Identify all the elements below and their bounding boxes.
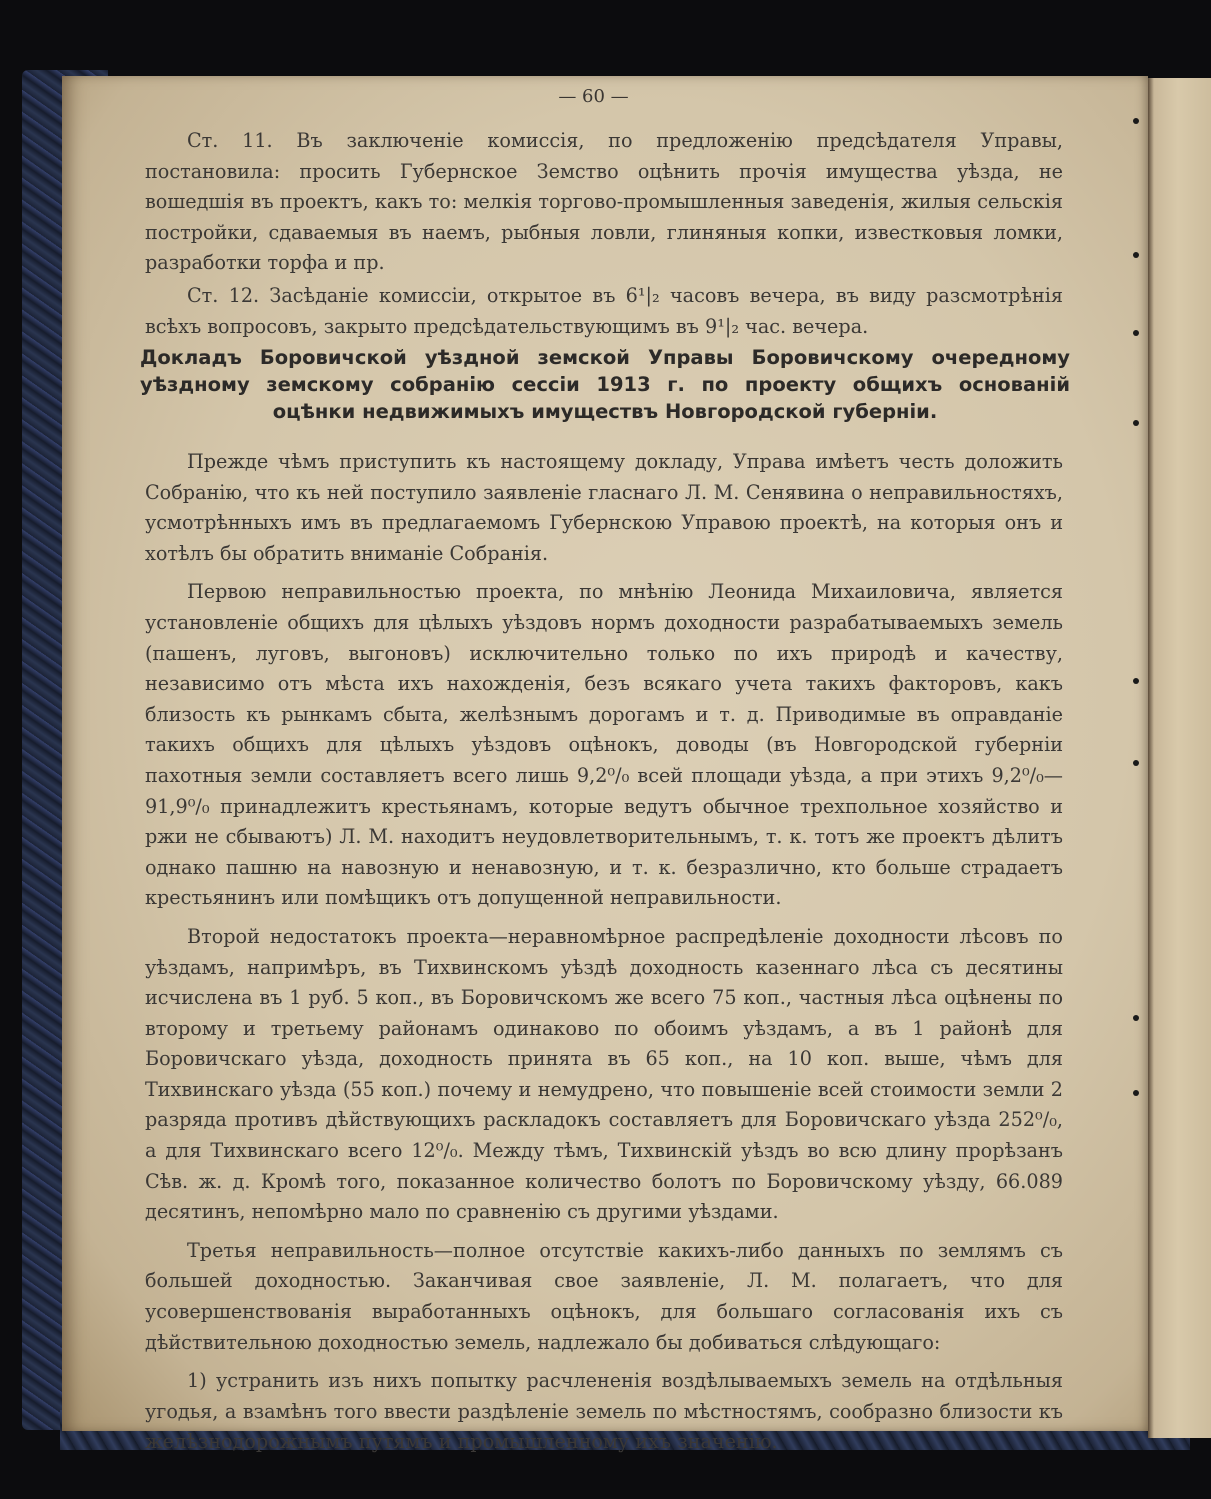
section-top — [145, 126, 1063, 342]
article-12: Ст. 12. Засѣданіе комиссіи, открытое въ 6¹|₂ часовъ вечера, въ виду разсмотрѣнія всѣхъ вопросовъ, закрыто предсѣдательствующимъ въ 9¹|₂ час. вечера. — [145, 283, 1063, 338]
margin-mark — [1133, 1090, 1139, 1096]
heading-line-2: уѣздному земскому собранію сессіи 1913 г. по проекту общихъ основаній — [140, 373, 1070, 396]
heading-line-1: Докладъ Боровичской уѣздной земской Управы Боровичскому очередному — [140, 346, 1070, 369]
margin-mark — [1133, 1015, 1139, 1021]
body-paragraph-2: Первою неправильностью проекта, по мнѣнію Леонида Михаиловича, является установленіе общихъ для цѣлыхъ уѣздовъ нормъ доходности разрабатываемыхъ земель (пашенъ, луговъ, выгоновъ) исключительно только по ихъ природѣ и качеству, независимо отъ мѣста ихъ нахожденія, безъ всякаго учета такихъ факторовъ, какъ близость къ рынкамъ сбыта, желѣзнымъ дорогамъ и т. д. Приводимые въ оправданіе такихъ общихъ для цѣлыхъ уѣздовъ оцѣнокъ, доводы (въ Новгородской губерніи пахотныя земли составляетъ всего лишь 9,2⁰/₀ всей площади уѣзда, а при этихъ 9,2⁰/₀—91,9⁰/₀ принадлежитъ крестьянамъ, которые ведутъ обычное трехпольное хозяйство и ржи не сбываютъ) Л. М. находитъ неудовлетворительнымъ, т. к. тотъ же проектъ дѣлитъ однако пашню на навозную и ненавозную, и т. к. безразлично, кто больше страдаетъ крестьянинъ или помѣщикъ отъ допущенной неправильности. — [145, 580, 1063, 910]
report-heading — [140, 344, 1070, 425]
margin-mark — [1133, 760, 1139, 766]
next-page-edge — [1148, 78, 1211, 1438]
margin-mark — [1133, 118, 1139, 124]
body-paragraph-3: Второй недостатокъ проекта—неравномѣрное распредѣленіе доходности лѣсовъ по уѣздамъ, напримѣръ, въ Тихвинскомъ уѣздѣ доходность казеннаго лѣса съ десятины исчислена въ 1 руб. 5 коп., въ Боровичскомъ же всего 75 коп., частныя лѣса оцѣнены по второму и третьему районамъ одинаково по обоимъ уѣздамъ, а въ 1 районѣ для Боровичскаго уѣзда, доходность принята въ 65 коп., на 10 коп. выше, чѣмъ для Тихвинскаго уѣзда (55 коп.) почему и немудрено, что повышеніе всей стоимости земли 2 разряда противъ дѣйствующихъ раскладокъ составляетъ для Боровичскаго уѣзда 252⁰/₀, а для Тихвинскаго всего 12⁰/₀. Между тѣмъ, Тихвинскій уѣздъ во всю длину прорѣзанъ Сѣв. ж. д. Кромѣ того, показанное количество болотъ по Боровичскому уѣзду, 66.089 десятинъ, непомѣрно мало по сравненію съ другими уѣздами. — [145, 924, 1063, 1224]
heading-line-3: оцѣнки недвижимыхъ имуществъ Новгородской губерніи. — [272, 400, 938, 423]
page-number: — 60 — — [558, 86, 629, 107]
margin-mark — [1133, 252, 1139, 258]
body-paragraph-5: 1) устранить изъ нихъ попытку расчлененія воздѣлываемыхъ земель на отдѣльныя угодья, а взамѣнъ того ввести раздѣленіе земель по мѣстностямъ, сообразно близости къ желѣзнодорожнымъ путямъ и промышленному ихъ значенію. — [145, 1369, 1063, 1454]
body-paragraph-1: Прежде чѣмъ приступить къ настоящему докладу, Управа имѣетъ честь доложить Собранію, что къ ней поступило заявленіе гласнаго Л. М. Сенявина о неправильностяхъ, усмотрѣнныхъ имъ въ предлагаемомъ Губернскою Управою проектѣ, на которыя онъ и хотѣлъ бы обратить вниманіе Собранія. — [145, 450, 1063, 565]
margin-mark — [1133, 420, 1139, 426]
margin-mark — [1133, 678, 1139, 684]
body-paragraph-4: Третья неправильность—полное отсутствіе какихъ-либо данныхъ по землямъ съ большей доходностью. Заканчивая свое заявленіе, Л. М. полагаетъ, что для усовершенствованія выработанныхъ оцѣнокъ, для большаго согласованія ихъ съ дѣйствительною доходностью земель, надлежало бы добиваться слѣдующаго: — [145, 1238, 1063, 1354]
report-body — [145, 447, 1063, 1458]
article-11: Ст. 11. Въ заключеніе комиссія, по предложенію предсѣдателя Управы, постановила: просить Губернское Земство оцѣнить прочія имущества уѣзда, не вошедшія въ проектъ, какъ то: мелкія торгово-промышленныя заведенія, жилыя сельскія постройки, сдаваемыя въ наемъ, рыбныя ловли, глиняныя копки, известковыя ломки, разработки торфа и пр. — [145, 129, 1063, 275]
margin-mark — [1133, 330, 1139, 336]
